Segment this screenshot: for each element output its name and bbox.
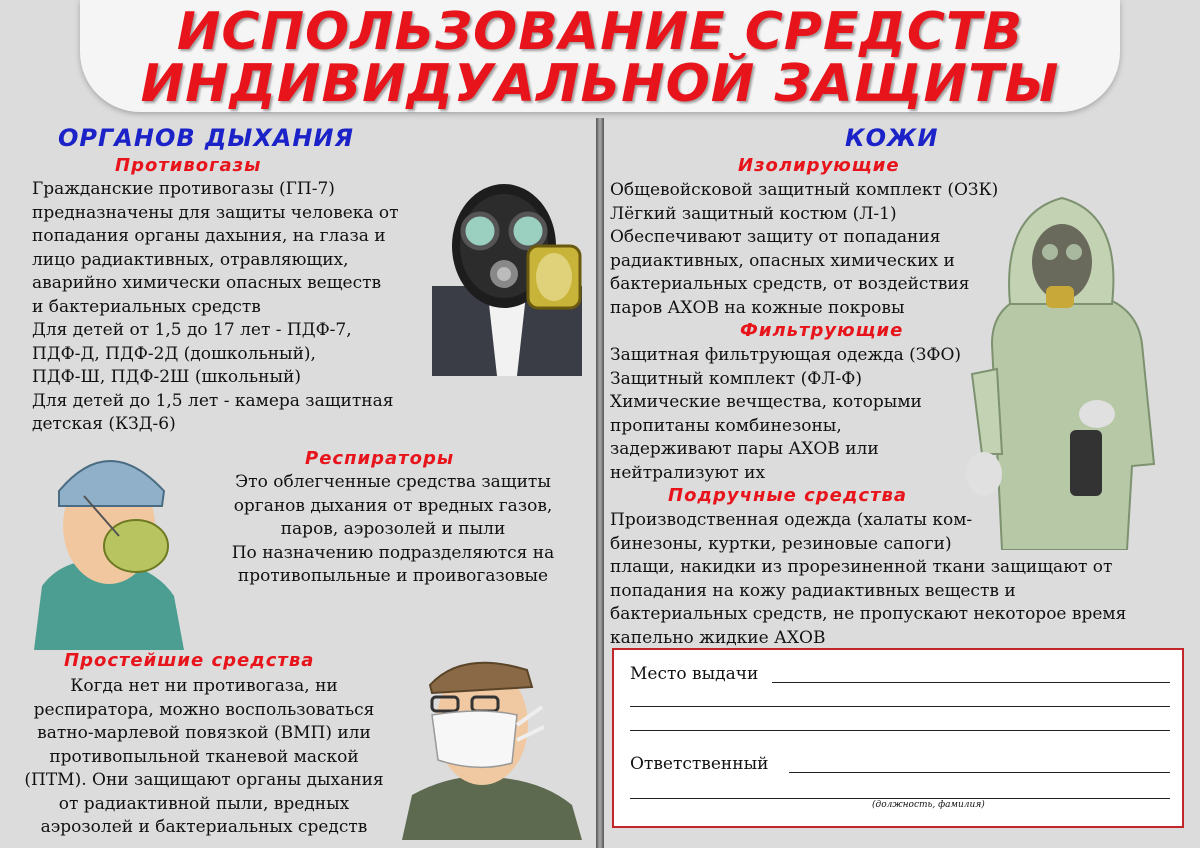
gas-masks-heading: Противогазы [115,155,262,176]
protective-suit-illustration [962,194,1162,550]
filtering-text: Защитная фильтрующая одежда (ЗФО) Защитный комплект (ФЛ-Ф) Химические вечщества, которыми пропитаны комбинезоны, задерживают пары АХОВ или нейтрализуют их [610,345,962,483]
position-name-hint: (должность, фамилия) [872,800,985,810]
respirators-heading: Респираторы [305,448,455,469]
isolating-text: Общевойсковой защитный комплект (ОЗК) Лёгкий защитный костюм (Л-1) Обеспечивают защиту от попадания радиактивных, опасных химических и бактериальных средств, от воздействия паров АХОВ на кожные покровы [610,180,999,318]
place-line[interactable] [772,682,1170,683]
responsible-label: Ответственный [630,754,769,774]
respiratory-heading: ОРГАНОВ ДЫХАНИЯ [58,124,354,152]
place-label: Место выдачи [630,664,759,684]
simple-means-text: Когда нет ни противогаза, ни респиратора, можно воспользоваться ватно-марлевой повязкой (ВМП) или противопыльной тканевой маской (ПТМ). Они защищают органы дыхания от радиактивной пыли, вредных аэрозолей и бактериальных средств [24,676,384,837]
place-line-3[interactable] [630,730,1170,731]
improvised-text: Производственная одежда (халаты ком- бинезоны, куртки, резиновые сапоги) плащи, накидки из прорезиненной ткани защищают от попадания на кожу радиактивных веществ и бактериальных средств, не пропускают некоторое время капельно жидкие АХОВ [610,510,1127,648]
filtering-heading: Фильтрующие [740,320,904,341]
improvised-heading: Подручные средства [668,485,908,506]
column-divider [596,118,604,848]
place-line-2[interactable] [630,706,1170,707]
gas-masks-text: Гражданские противогазы (ГП-7) предназначены для защиты человека от попадания органы дахыния, на глаза и лицо радиактивных, отравляющих, аварийно химически опасных веществ и бактериальных средств Для детей от 1,5 до 17 лет - ПДФ-7, ПДФ-Д, ПДФ-2Д (дошкольный), ПДФ-Ш, ПДФ-2Ш (школьный) Для детей до 1,5 лет - камера защитная детская (КЗД-6) [32,179,399,434]
simple-means-heading: Простейшие средства [64,650,315,671]
respirators-text: Это облегченные средства защиты органов дыхания от вредных газов, паров, аэрозолей и пыли По назначению подразделяются на противопыльные и проивогазовые [231,472,555,586]
page-title-line1: ИСПОЛЬЗОВАНИЕ СРЕДСТВ [176,2,1024,62]
issue-form [612,648,1184,828]
gauze-bandage-illustration [402,645,582,840]
responsible-line-2[interactable] [630,798,1170,799]
responsible-line[interactable] [789,772,1170,773]
page-title-line2: ИНДИВИДУАЛЬНОЙ ЗАЩИТЫ [140,54,1060,114]
skin-heading: КОЖИ [845,124,939,152]
gas-mask-illustration [432,176,582,376]
isolating-heading: Изолирующие [738,155,900,176]
respirator-illustration [24,436,194,650]
